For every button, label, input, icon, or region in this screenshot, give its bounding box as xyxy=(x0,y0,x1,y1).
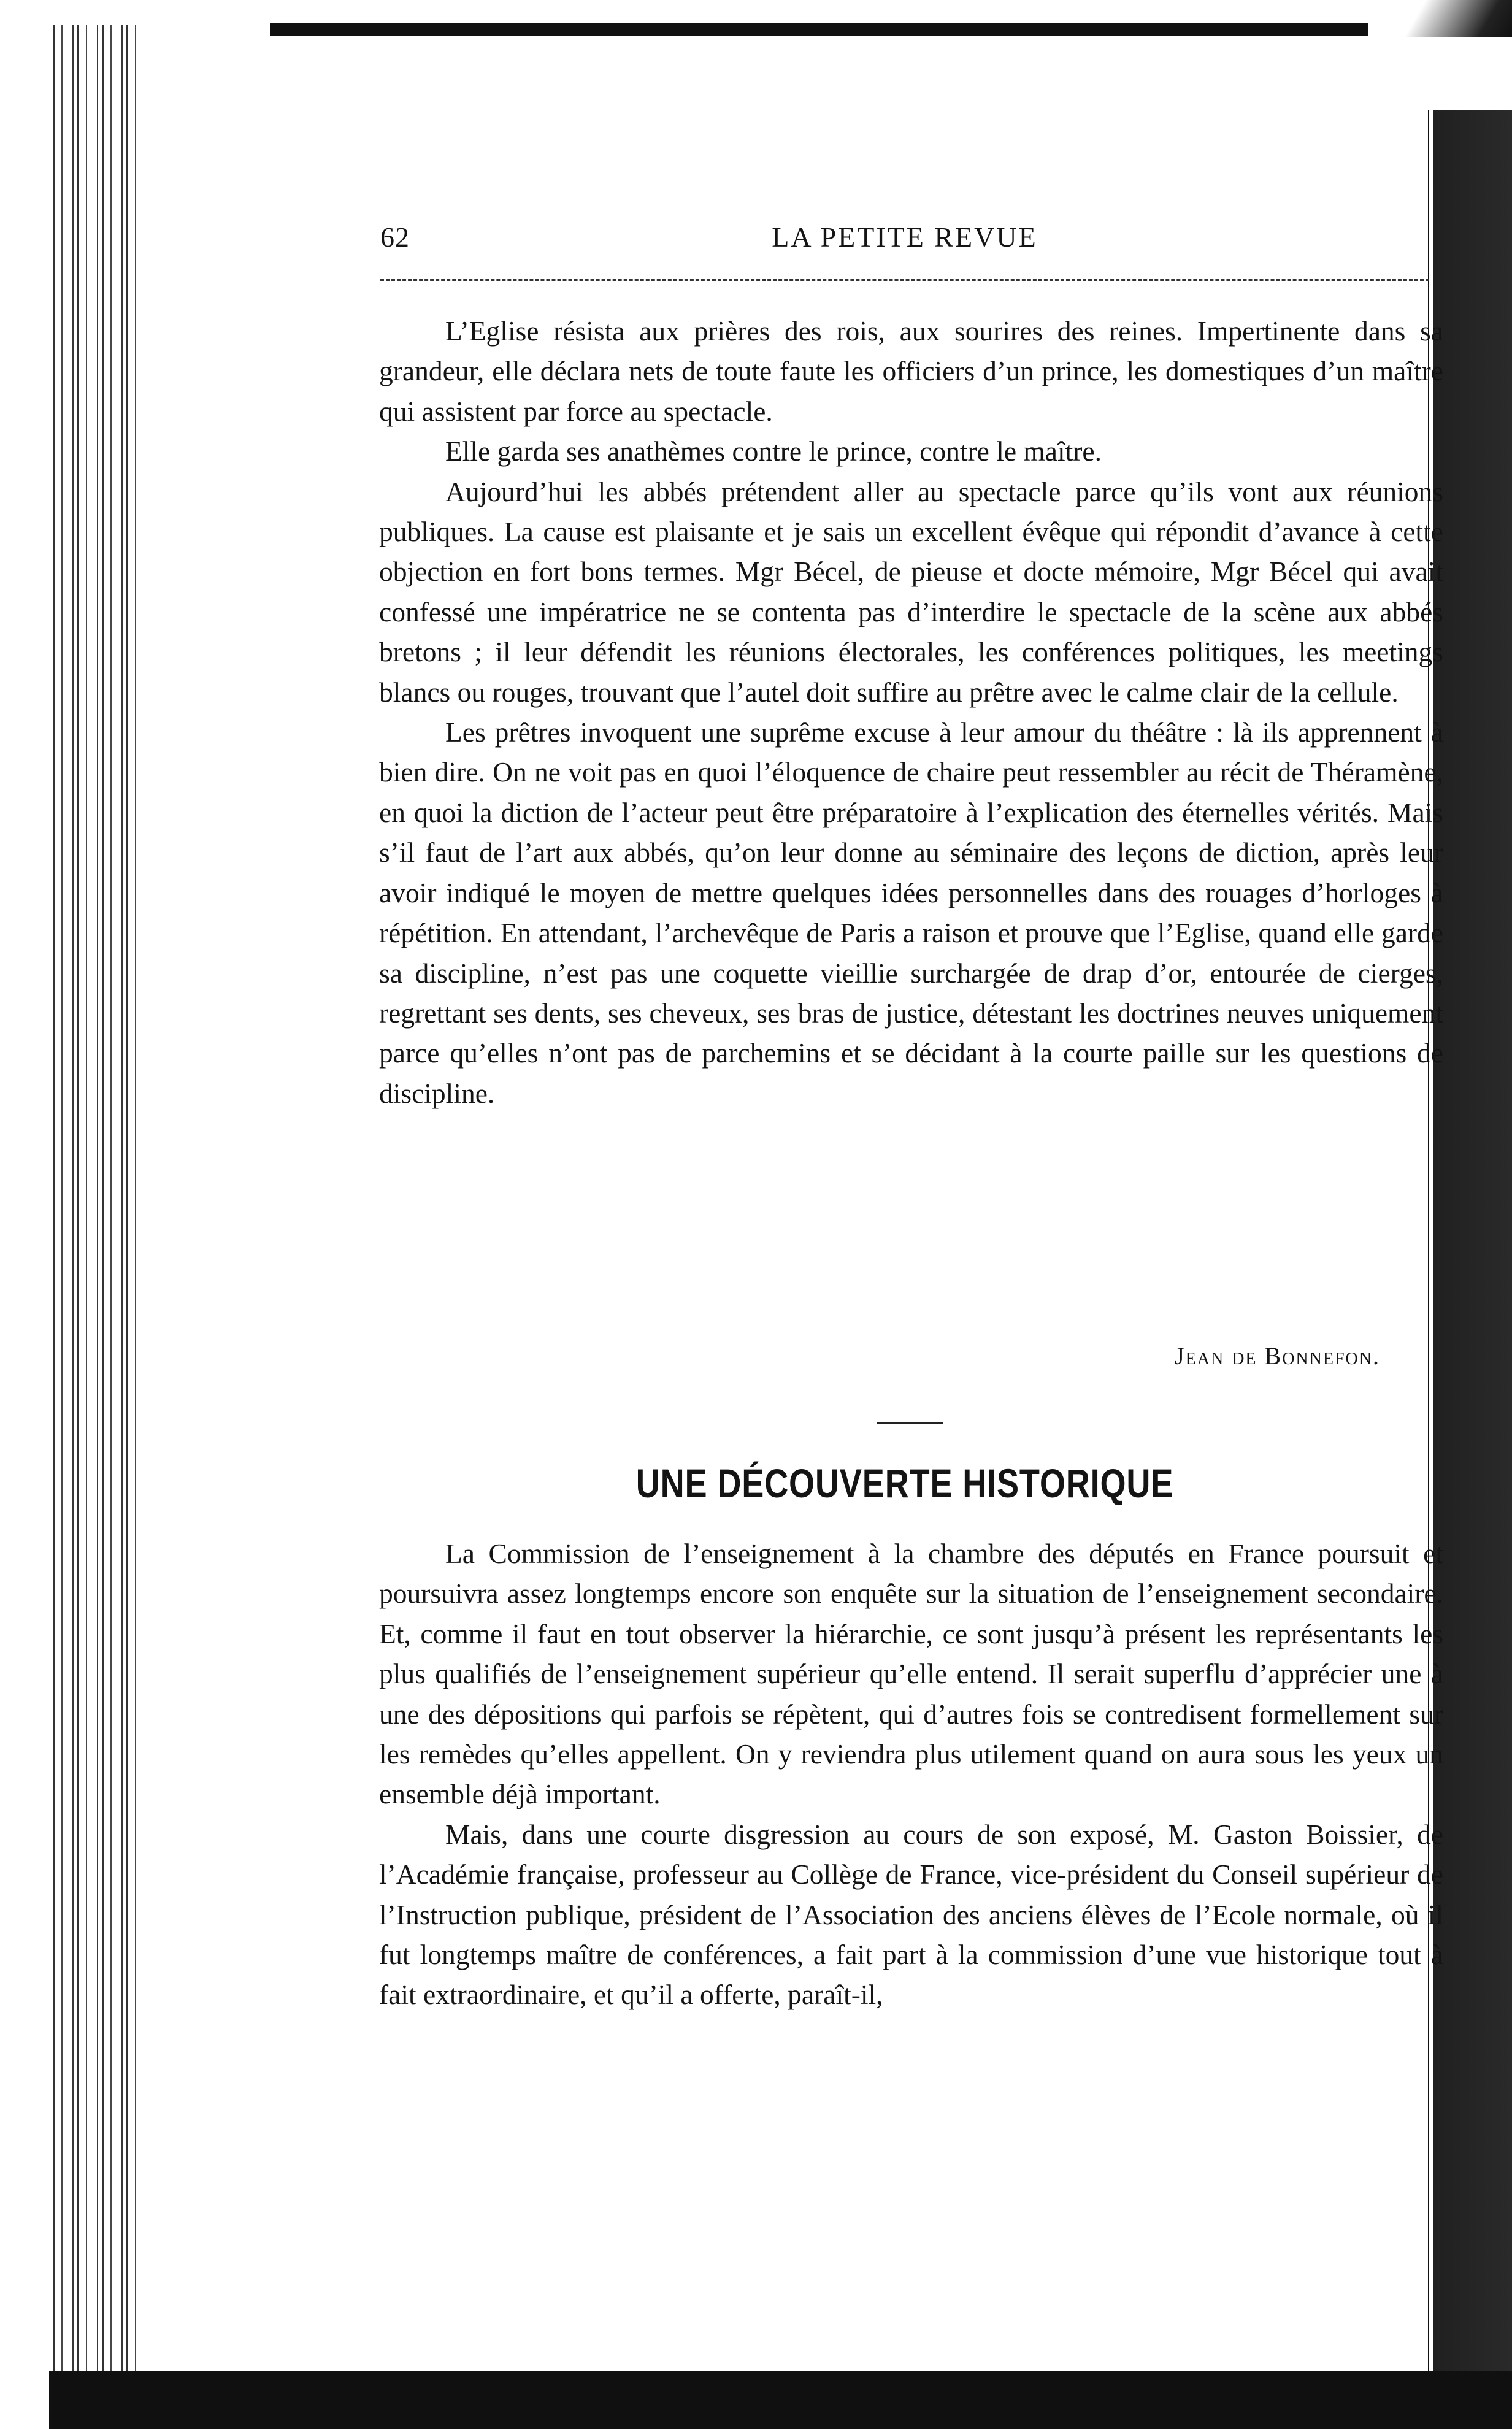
scan-bottom-band xyxy=(49,2371,1512,2429)
scan-binding-edge xyxy=(49,25,141,2429)
paragraph: Mais, dans une courte disgression au cours de son exposé, M. Gaston Boissier, de l’Académie française, professeur au Collège de France, vice-président du Conseil supérieur de l’Instruction publique, président de l’Association des anciens élèves de l’Ecole normale, où il fut longtemps maître de conférences, a fait part à la commission d’une vue historique tout à fait extraordinaire, et qu’il a offerte, paraît-il, xyxy=(379,1818,1443,2011)
header-rule xyxy=(380,279,1429,281)
author-signature: Jean de Bonnefon. xyxy=(1175,1342,1380,1370)
section-separator xyxy=(877,1422,943,1424)
article-body-1 xyxy=(379,311,1443,1113)
running-head xyxy=(380,221,1429,258)
page-number: 62 xyxy=(380,221,410,253)
paragraph: Aujourd’hui les abbés prétendent aller au spectacle parce qu’ils vont aux réunions publiques. La cause est plaisante et je sais un excellent évêque qui répondit d’avance à cette objection en fort bons termes. Mgr Bécel, de pieuse et docte mémoire, Mgr Bécel qui avait confessé une impératrice ne se contenta pas d’interdire le spectacle de la scène aux abbés bretons ; il leur défendit les réunions électorales, les conférences politiques, les meetings blancs ou rouges, trouvant que l’autel doit suffire au prêtre avec le calme clair de la cellule. xyxy=(379,475,1443,708)
paragraph: Elle garda ses anathèmes contre le prince, contre le maître. xyxy=(445,436,1102,467)
section-title: UNE DÉCOUVERTE HISTORIQUE xyxy=(635,1460,1174,1506)
scan-corner-shadow xyxy=(1368,0,1512,37)
paragraph: L’Eglise résista aux prières des rois, aux sourires des reines. Impertinente dans sa grandeur, elle déclara nets de toute faute les officiers d’un prince, les domestiques d’un maître qui assistent par force au spectacle. xyxy=(379,315,1443,427)
paragraph: Les prêtres invoquent une suprême excuse à leur amour du théâtre : là ils apprennent à bien dire. On ne voit pas en quoi l’éloquence de chaire peut ressembler au récit de Théramène, en quoi la diction de l’acteur peut être préparatoire à l’explication des éternelles vérités. Mais s’il faut de l’art aux abbés, qu’on leur donne au séminaire des leçons de diction, après leur avoir indiqué le moyen de mettre quelques idées personnelles dans des rouages d’horloges à répétition. En attendant, l’archevêque de Paris a raison et prouve que l’Eglise, quand elle garde sa discipline, n’est pas une coquette vieillie surchargée de drap d’or, entourée de cierges, regrettant ses dents, ses cheveux, ses bras de justice, détestant les doctrines neuves uniquement parce qu’elles n’ont pas de parchemins et se décidant à la courte paille sur les questions de discipline. xyxy=(379,716,1443,1109)
article-body-2 xyxy=(379,1533,1443,2015)
paragraph: La Commission de l’enseignement à la chambre des députés en France poursuit et poursuivra assez longtemps encore son enquête sur la situation de l’enseignement secondaire. Et, comme il faut en tout observer la hiérarchie, ce sont jusqu’à présent les représentants les plus qualifiés de l’enseignement supérieur qu’elle entend. Il serait superflu d’apprécier une à une des dépositions qui parfois se répètent, qui d’autres fois se contredisent formellement sur les remèdes qu’elles appellent. On y reviendra plus utilement quand on aura sous les yeux un ensemble déjà important. xyxy=(379,1538,1443,1810)
scan-top-rule xyxy=(270,23,1435,36)
running-title: LA PETITE REVUE xyxy=(772,221,1038,253)
